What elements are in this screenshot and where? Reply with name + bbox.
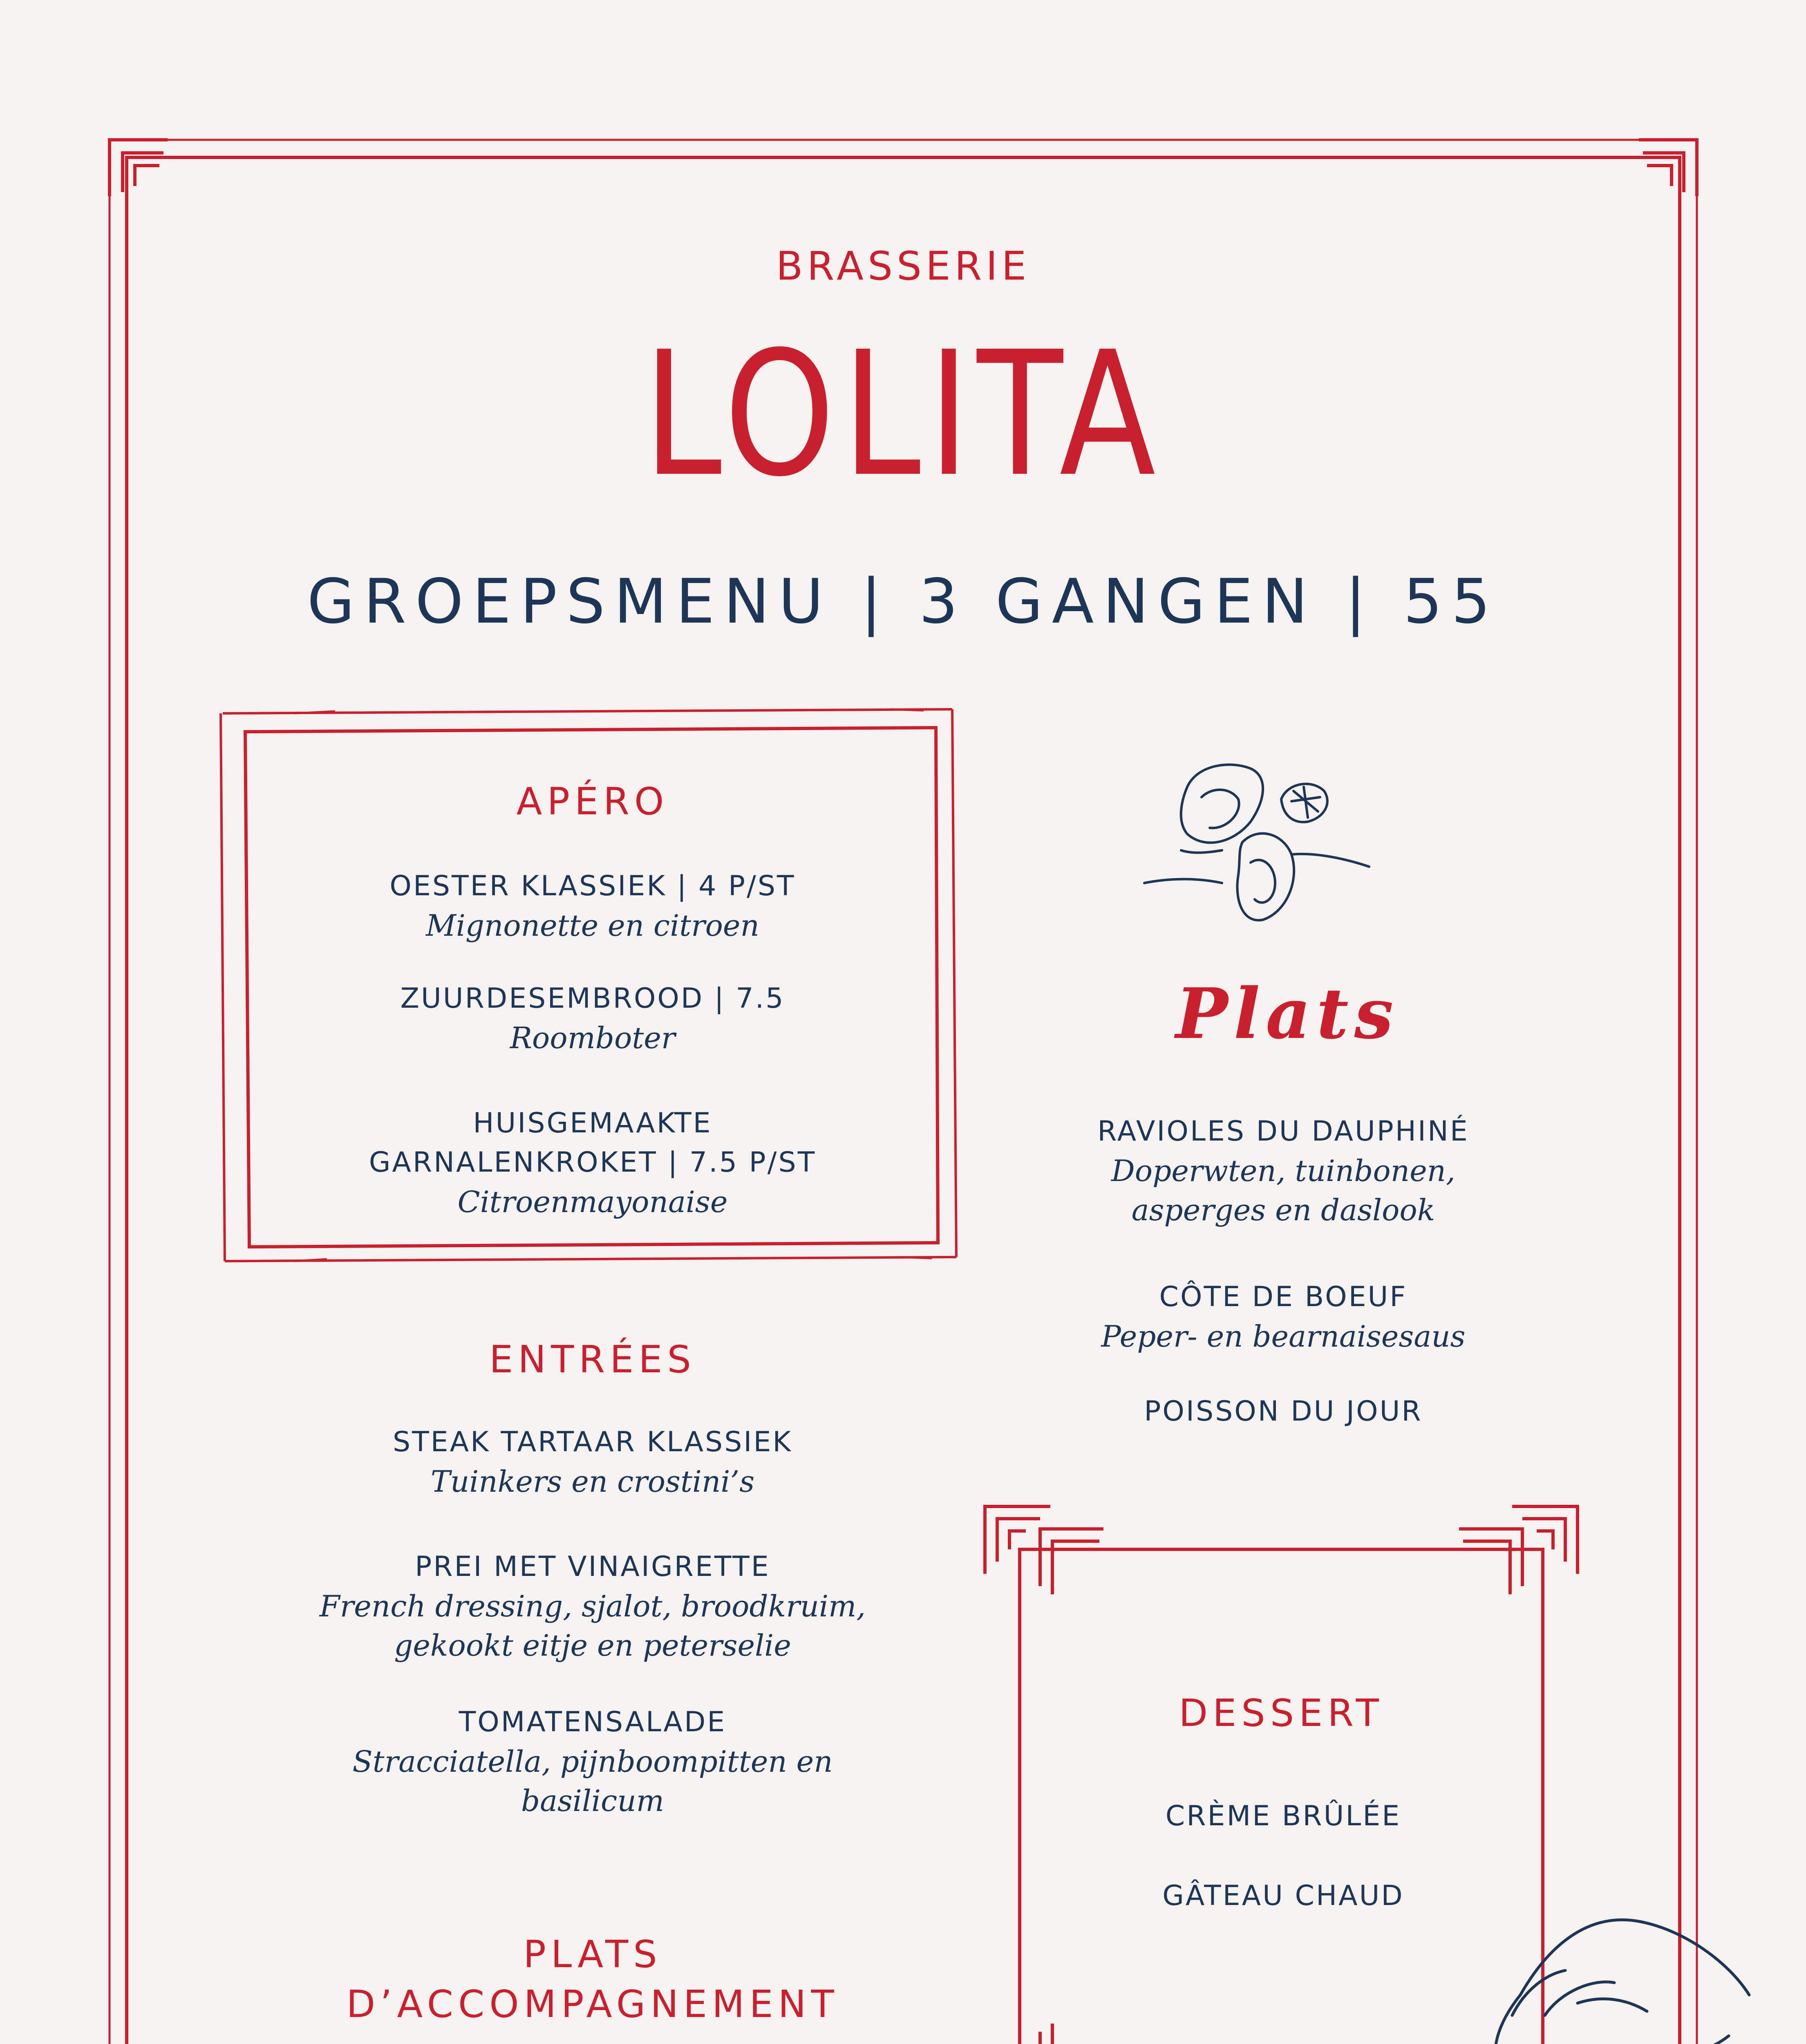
hand-spoon-coupe-illustration bbox=[1153, 1920, 1749, 2044]
plats-item-ravioles bbox=[956, 1112, 1610, 1230]
dessert-box bbox=[985, 1506, 1578, 2044]
brasserie-label: BRASSERIE bbox=[776, 243, 1031, 289]
dessert-item-gateau bbox=[956, 1876, 1610, 1916]
entrees-item-name: TOMATENSALADE bbox=[459, 1706, 727, 1738]
dessert-item-creme bbox=[956, 1797, 1610, 1836]
entrees-item-desc: French dressing, sjalot, broodkruim, bbox=[319, 1589, 866, 1623]
entrees-item-tartaar bbox=[266, 1423, 920, 1501]
entrees-item-name: STEAK TARTAAR KLASSIEK bbox=[392, 1426, 792, 1458]
restaurant-logo: LOLITA bbox=[643, 315, 1163, 515]
apero-item-name: ZUURDESEMBROOD | 7.5 bbox=[400, 982, 785, 1015]
apero-item-kroket bbox=[266, 1104, 920, 1221]
apero-item-brood bbox=[266, 979, 920, 1058]
entrees-item-desc: Stracciatella, pijnboompitten en bbox=[352, 1744, 833, 1779]
dessert-item-name: GÂTEAU CHAUD bbox=[1162, 1880, 1404, 1912]
apero-item-desc: Citroenmayonaise bbox=[457, 1185, 728, 1219]
apero-item-desc: Roomboter bbox=[510, 1021, 676, 1055]
entrees-item-desc: Tuinkers en crostini’s bbox=[430, 1464, 755, 1499]
dessert-item-name: CRÈME BRÛLÉE bbox=[1165, 1800, 1401, 1832]
apero-item-name: GARNALENKROKET | 7.5 P/ST bbox=[369, 1146, 817, 1179]
plats-title: Plats bbox=[1175, 973, 1399, 1055]
accompagnement-title-line2: D’ACCOMPAGNEMENT bbox=[346, 1982, 839, 2026]
plats-item-desc: Doperwten, tuinbonen, bbox=[1111, 1154, 1455, 1188]
plats-item-name: RAVIOLES DU DAUPHINÉ bbox=[1097, 1115, 1469, 1148]
apero-title: APÉRO bbox=[516, 780, 669, 823]
apero-item-oester bbox=[266, 867, 920, 945]
plats-item-poisson bbox=[956, 1392, 1610, 1431]
apero-item-name: OESTER KLASSIEK | 4 P/ST bbox=[389, 870, 796, 902]
plats-item-desc: Peper- en bearnaisesaus bbox=[1101, 1319, 1466, 1354]
entrees-item-tomaat bbox=[266, 1703, 920, 1820]
plats-item-cote bbox=[956, 1278, 1610, 1356]
entrees-item-prei bbox=[266, 1547, 920, 1665]
entrees-item-desc: basilicum bbox=[521, 1784, 664, 1818]
page-subtitle: GROEPSMENU | 3 GANGEN | 55 bbox=[307, 566, 1499, 637]
accompagnement-title bbox=[307, 1930, 879, 2030]
dessert-title: DESSERT bbox=[1179, 1691, 1384, 1735]
accompagnement-title-line1: PLATS bbox=[523, 1932, 662, 1976]
apero-item-desc: Mignonette en citroen bbox=[426, 908, 759, 943]
plats-item-desc: asperges en daslook bbox=[1131, 1193, 1435, 1227]
entrees-title: ENTRÉES bbox=[489, 1338, 696, 1381]
oysters-lemon-illustration bbox=[1144, 764, 1369, 920]
plats-item-name: CÔTE DE BOEUF bbox=[1159, 1281, 1408, 1313]
entrees-item-desc: gekookt eitje en peterselie bbox=[394, 1628, 791, 1663]
entrees-item-name: PREI MET VINAIGRETTE bbox=[415, 1551, 770, 1583]
plats-item-name: POISSON DU JOUR bbox=[1144, 1395, 1423, 1428]
apero-item-name: HUISGEMAAKTE bbox=[473, 1107, 712, 1139]
